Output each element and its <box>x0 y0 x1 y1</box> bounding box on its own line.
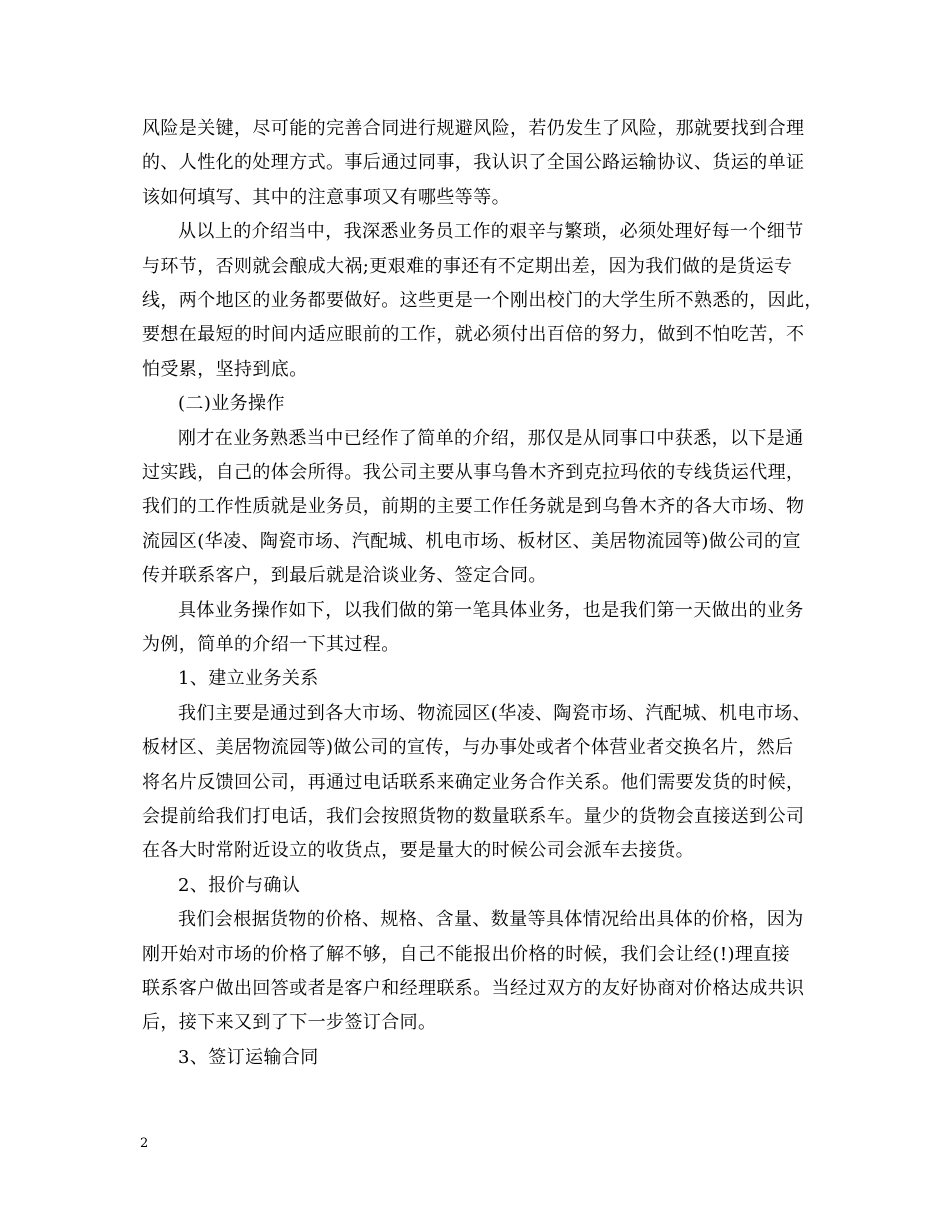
text-line: 传并联系客户，到最后就是洽谈业务、签定合同。 <box>142 565 547 587</box>
text-line: 线，两个地区的业务都要做好。这些更是一个刚出校门的大学生所不熟悉的，因此， <box>142 290 823 311</box>
text-line: 将名片反馈回公司，再通过电话联系来确定业务合作关系。他们需要发货的时候， <box>142 771 805 793</box>
text-line: 从以上的介绍当中，我深悉业务员工作的艰辛与繁琐，必须处理好每一个细节 <box>178 221 804 243</box>
text-line: 我们主要是通过到各大市场、物流园区(华凌、陶瓷市场、汽配城、机电市场、 <box>178 702 812 724</box>
text-line: 为例，简单的介绍一下其过程。 <box>142 634 400 655</box>
text-line: 流园区(华凌、陶瓷市场、汽配城、机电市场、板材区、美居物流园等)做公司的宣 <box>142 530 801 552</box>
text-line: 联系客户做出回答或者是客户和经理联系。当经过双方的友好协商对价格达成共识 <box>142 978 805 999</box>
text-line: 的、人性化的处理方式。事后通过同事，我认识了全国公路运输协议、货运的单证 <box>142 152 805 174</box>
text-line: 板材区、美居物流园等)做公司的宣传，与办事处或者个体营业者交换名片，然后 <box>142 737 794 759</box>
text-line: 刚才在业务熟悉当中已经作了简单的介绍，那仅是从同事口中获悉，以下是通 <box>178 427 804 449</box>
text-line: 1、建立业务关系 <box>178 668 319 690</box>
text-line: 3、签订运输合同 <box>178 1046 319 1068</box>
text-line: 会提前给我们打电话，我们会按照货物的数量联系车。量少的货物会直接送到公司 <box>142 806 805 827</box>
text-line: 2、报价与确认 <box>178 874 301 896</box>
text-line: 在各大时常附近设立的收货点，要是量大的时候公司会派车去接货。 <box>142 840 694 862</box>
text-line: 过实践，自己的体会所得。我公司主要从事乌鲁木齐到克拉玛依的专线货运代理， <box>142 462 805 483</box>
text-line: 具体业务操作如下，以我们做的第一笔具体业务，也是我们第一天做出的业务 <box>178 599 804 621</box>
text-line: 要想在最短的时间内适应眼前的工作，就必须付出百倍的努力，做到不怕吃苦，不 <box>142 324 805 346</box>
text-line: 该如何填写、其中的注意事项又有哪些等等。 <box>142 186 510 208</box>
text-line: 风险是关键，尽可能的完善合同进行规避风险，若仍发生了风险，那就要找到合理 <box>142 118 805 139</box>
text-line: 我们会根据货物的价格、规格、含量、数量等具体情况给出具体的价格，因为 <box>178 909 804 931</box>
text-line: 后，接下来又到了下一步签订合同。 <box>142 1012 437 1034</box>
text-line: (二)业务操作 <box>178 393 285 415</box>
text-line: 刚开始对市场的价格了解不够，自己不能报出价格的时候，我们会让经(!)理直接 <box>142 943 791 965</box>
text-line: 怕受累，坚持到底。 <box>142 358 308 380</box>
text-line: 我们的工作性质就是业务员，前期的主要工作任务就是到乌鲁木齐的各大市场、物 <box>142 496 805 518</box>
page-number: 2 <box>140 1136 149 1151</box>
text-line: 与环节，否则就会酿成大祸;更艰难的事还有不定期出差，因为我们做的是货运专 <box>142 255 793 277</box>
